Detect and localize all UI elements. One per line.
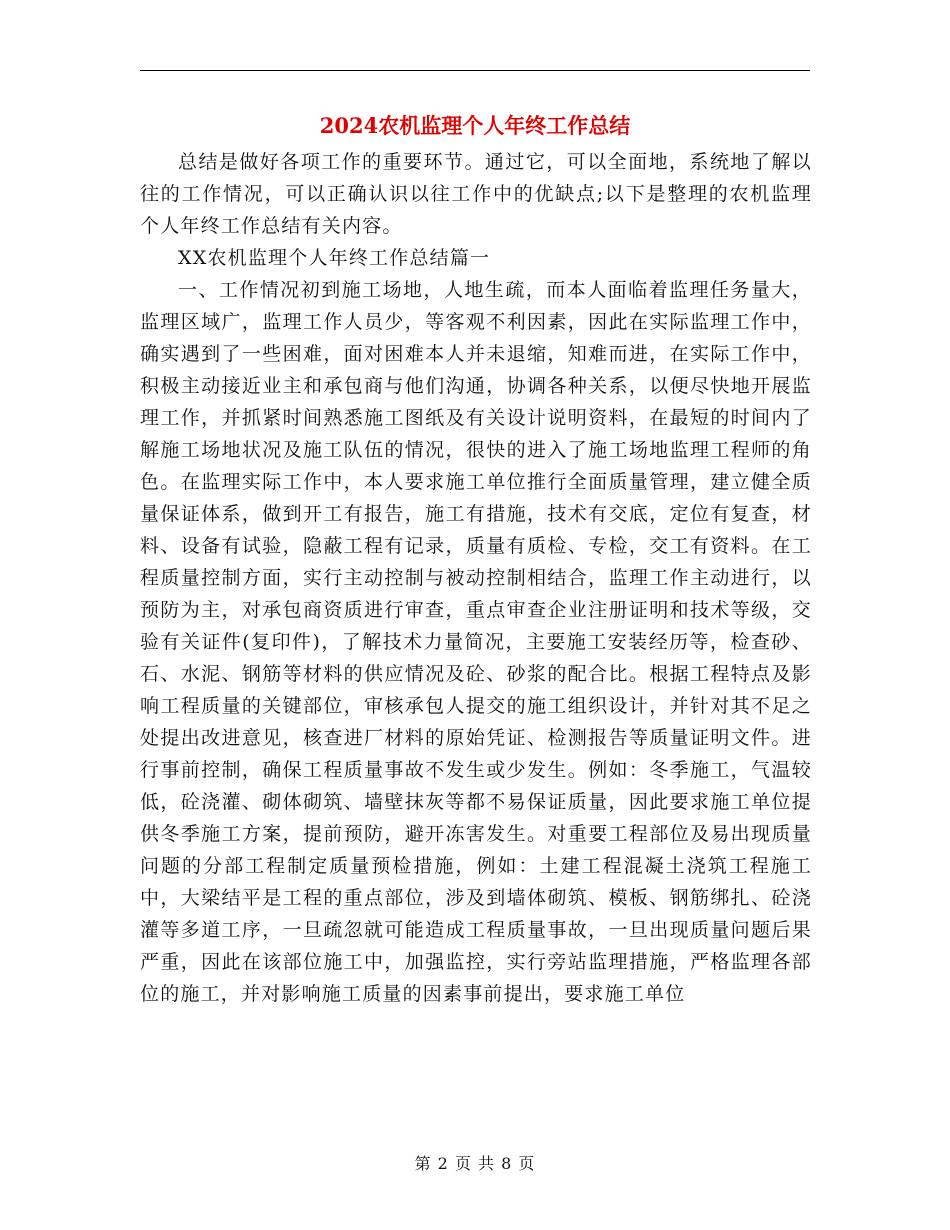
header-rule [140, 70, 810, 71]
page-number: 第 2 页 共 8 页 [414, 1154, 536, 1173]
section-heading: XX农机监理个人年终工作总结篇一 [178, 247, 491, 269]
document-title: 2024农机监理个人年终工作总结 [319, 113, 631, 138]
body-paragraph: 一、工作情况初到施工场地，人地生疏，而本人面临着监理任务量大，监理区域广，监理工作人员少，等客观不利因素，因此在实际监理工作中，确实遇到了一些困难，面对困难本人并未退缩，知难而进，在实际工作中，积极主动接近业主和承包商与他们沟通，协调各种关系，以便尽快地开展监理工作，并抓紧时间熟悉施工图纸及有关设计说明资料，在最短的时间内了解施工场地状况及施工队伍的情况，很快的进入了施工场地监理工程师的角色。在监理实际工作中，本人要求施工单位推行全面质量管理，建立健全质量保证体系，做到开工有报告，施工有措施，技术有交底，定位有复查，材料、设备有试验，隐蔽工程有记录，质量有质检、专检，交工有资料。在工程质量控制方面，实行主动控制与被动控制相结合，监理工作主动进行，以预防为主，对承包商资质进行审查，重点审查企业注册证明和技术等级，交验有关证件(复印件)，了解技术力量简况，主要施工安装经历等，检查砂、石、水泥、钢筋等材料的供应情况及砼、砂浆的配合比。根据工程特点及影响工程质量的关键部位，审核承包人提交的施工组织设计，并针对其不足之处提出改进意见，核查进厂材料的原始凭证、检测报告等质量证明文件。进行事前控制，确保工程质量事故不发生或少发生。例如：冬季施工，气温较低，砼浇灌、砌体砌筑、墙壁抹灰等都不易保证质量，因此要求施工单位提供冬季施工方案，提前预防，避开冻害发生。对重要工程部位及易出现质量问题的分部工程制定质量预检措施，例如：土建工程混凝土浇筑工程施工中，大梁结平是工程的重点部位，涉及到墙体砌筑、模板、钢筋绑扎、砼浇灌等多道工序，一旦疏忽就可能造成工程质量事故，一旦出现质量问题后果严重，因此在该部位施工中，加强监控，实行旁站监理措施，严格监理各部位的施工，并对影响施工质量的因素事前提出，要求施工单位 [140, 279, 812, 1005]
document-body [140, 146, 812, 1010]
intro-paragraph: 总结是做好各项工作的重要环节。通过它，可以全面地，系统地了解以往的工作情况，可以正确认识以往工作中的优缺点;以下是整理的农机监理个人年终工作总结有关内容。 [140, 151, 812, 237]
